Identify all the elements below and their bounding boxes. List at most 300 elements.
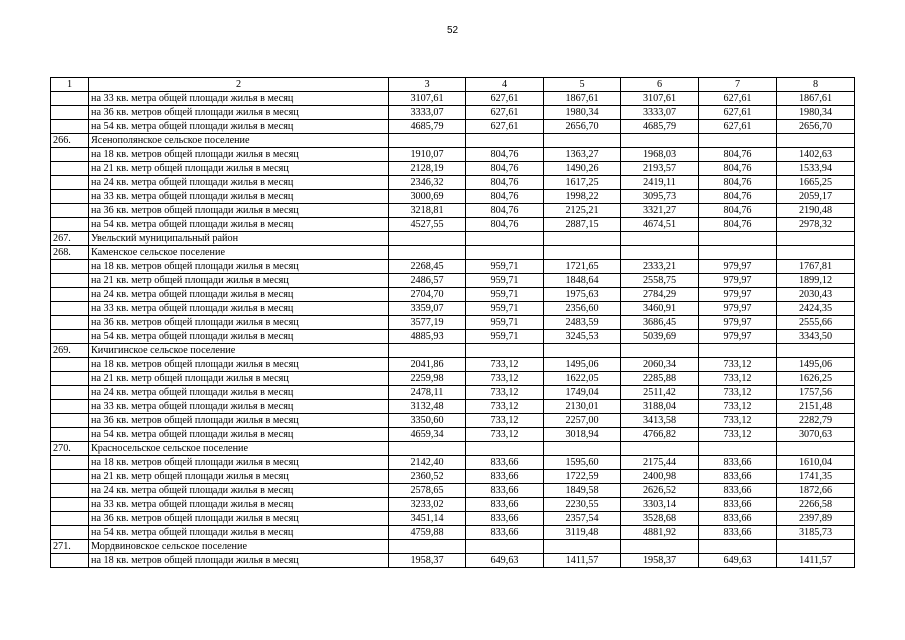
value-cell: 733,12	[466, 372, 544, 386]
value-cell: 2130,01	[544, 400, 621, 414]
row-number-cell: 266.	[51, 134, 89, 148]
value-cell: 804,76	[466, 218, 544, 232]
value-cell: 1968,03	[621, 148, 699, 162]
table-row	[51, 260, 855, 274]
table-row	[51, 540, 855, 554]
value-cell: 2486,57	[389, 274, 466, 288]
table-row	[51, 428, 855, 442]
value-cell: 3413,58	[621, 414, 699, 428]
value-cell: 2175,44	[621, 456, 699, 470]
value-cell: 2259,98	[389, 372, 466, 386]
value-cell	[544, 540, 621, 554]
value-cell	[777, 246, 855, 260]
value-cell: 4759,88	[389, 526, 466, 540]
value-cell: 2346,32	[389, 176, 466, 190]
value-cell: 2360,52	[389, 470, 466, 484]
value-cell	[699, 232, 777, 246]
value-cell: 1741,35	[777, 470, 855, 484]
value-cell: 804,76	[466, 190, 544, 204]
value-cell: 733,12	[466, 414, 544, 428]
value-cell: 2784,29	[621, 288, 699, 302]
value-cell: 2357,54	[544, 512, 621, 526]
value-cell: 627,61	[699, 106, 777, 120]
value-cell: 3107,61	[389, 92, 466, 106]
row-number-cell	[51, 92, 89, 106]
table-row	[51, 302, 855, 316]
row-number-cell	[51, 498, 89, 512]
table-row	[51, 162, 855, 176]
table-row	[51, 498, 855, 512]
value-cell: 3460,91	[621, 302, 699, 316]
value-cell: 627,61	[699, 92, 777, 106]
row-number-cell	[51, 358, 89, 372]
table-row	[51, 526, 855, 540]
value-cell: 1910,07	[389, 148, 466, 162]
value-cell: 1980,34	[777, 106, 855, 120]
row-number-cell	[51, 400, 89, 414]
value-cell	[544, 344, 621, 358]
value-cell: 3107,61	[621, 92, 699, 106]
row-number-cell	[51, 512, 89, 526]
value-cell: 2125,21	[544, 204, 621, 218]
value-cell: 1749,04	[544, 386, 621, 400]
value-cell: 3321,27	[621, 204, 699, 218]
value-cell	[621, 540, 699, 554]
table-row	[51, 358, 855, 372]
value-cell	[621, 134, 699, 148]
row-number-cell	[51, 176, 89, 190]
value-cell: 2424,35	[777, 302, 855, 316]
column-number-row	[51, 78, 855, 92]
table-row	[51, 414, 855, 428]
row-description-cell: на 54 кв. метра общей площади жилья в месяц	[89, 120, 389, 134]
table-row	[51, 190, 855, 204]
settlement-name-cell: Ясенополянское сельское поселение	[89, 134, 389, 148]
row-number-cell	[51, 372, 89, 386]
value-cell: 1402,63	[777, 148, 855, 162]
value-cell: 3245,53	[544, 330, 621, 344]
value-cell: 833,66	[699, 498, 777, 512]
value-cell	[466, 540, 544, 554]
value-cell: 2193,57	[621, 162, 699, 176]
value-cell: 833,66	[466, 456, 544, 470]
value-cell: 804,76	[699, 218, 777, 232]
value-cell: 4659,34	[389, 428, 466, 442]
table-row	[51, 246, 855, 260]
value-cell: 979,97	[699, 260, 777, 274]
value-cell: 833,66	[466, 512, 544, 526]
settlement-name-cell: Красносельское сельское поселение	[89, 442, 389, 456]
row-description-cell: на 33 кв. метра общей площади жилья в месяц	[89, 498, 389, 512]
table-body	[51, 78, 855, 568]
value-cell: 1872,66	[777, 484, 855, 498]
value-cell: 3000,69	[389, 190, 466, 204]
table-row	[51, 218, 855, 232]
value-cell: 1848,64	[544, 274, 621, 288]
value-cell	[699, 246, 777, 260]
table-row	[51, 484, 855, 498]
value-cell: 733,12	[699, 372, 777, 386]
row-number-cell	[51, 526, 89, 540]
table-row	[51, 554, 855, 568]
row-description-cell: на 18 кв. метров общей площади жилья в месяц	[89, 554, 389, 568]
row-description-cell: на 33 кв. метра общей площади жилья в месяц	[89, 302, 389, 316]
row-number-cell	[51, 428, 89, 442]
table-row	[51, 232, 855, 246]
value-cell: 3577,19	[389, 316, 466, 330]
settlement-name-cell: Каменское сельское поселение	[89, 246, 389, 260]
value-cell: 833,66	[466, 526, 544, 540]
value-cell: 833,66	[699, 512, 777, 526]
value-cell	[699, 344, 777, 358]
row-number-cell	[51, 456, 89, 470]
value-cell: 2656,70	[777, 120, 855, 134]
row-number-cell: 269.	[51, 344, 89, 358]
value-cell	[466, 344, 544, 358]
row-description-cell: на 18 кв. метров общей площади жилья в месяц	[89, 260, 389, 274]
value-cell: 3528,68	[621, 512, 699, 526]
value-cell: 733,12	[699, 358, 777, 372]
value-cell: 649,63	[699, 554, 777, 568]
value-cell: 804,76	[466, 148, 544, 162]
value-cell: 1622,05	[544, 372, 621, 386]
value-cell: 2285,88	[621, 372, 699, 386]
table-row	[51, 204, 855, 218]
value-cell: 1411,57	[777, 554, 855, 568]
value-cell: 1533,94	[777, 162, 855, 176]
row-description-cell: на 54 кв. метра общей площади жилья в месяц	[89, 526, 389, 540]
value-cell: 1610,04	[777, 456, 855, 470]
column-number: 5	[544, 78, 621, 92]
settlement-name-cell: Кичигинское сельское поселение	[89, 344, 389, 358]
value-cell: 733,12	[699, 386, 777, 400]
table-row	[51, 400, 855, 414]
column-number: 7	[699, 78, 777, 92]
value-cell: 2128,19	[389, 162, 466, 176]
column-number: 4	[466, 78, 544, 92]
value-cell: 3070,63	[777, 428, 855, 442]
value-cell: 2558,75	[621, 274, 699, 288]
value-cell	[466, 442, 544, 456]
value-cell: 2257,00	[544, 414, 621, 428]
table-row	[51, 372, 855, 386]
row-number-cell	[51, 106, 89, 120]
value-cell: 3185,73	[777, 526, 855, 540]
value-cell: 2419,11	[621, 176, 699, 190]
value-cell: 4674,51	[621, 218, 699, 232]
row-number-cell	[51, 288, 89, 302]
table-row	[51, 386, 855, 400]
value-cell: 733,12	[466, 428, 544, 442]
value-cell: 4885,93	[389, 330, 466, 344]
value-cell: 1958,37	[389, 554, 466, 568]
value-cell: 979,97	[699, 288, 777, 302]
column-number: 8	[777, 78, 855, 92]
value-cell: 2230,55	[544, 498, 621, 512]
row-number-cell	[51, 120, 89, 134]
value-cell	[621, 246, 699, 260]
column-number: 6	[621, 78, 699, 92]
row-number-cell	[51, 162, 89, 176]
row-number-cell	[51, 302, 89, 316]
page-number: 52	[446, 25, 459, 36]
value-cell: 804,76	[699, 204, 777, 218]
value-cell: 3350,60	[389, 414, 466, 428]
value-cell: 3132,48	[389, 400, 466, 414]
value-cell: 2060,34	[621, 358, 699, 372]
row-number-cell	[51, 260, 89, 274]
value-cell: 2656,70	[544, 120, 621, 134]
value-cell: 2266,58	[777, 498, 855, 512]
value-cell: 1722,59	[544, 470, 621, 484]
value-cell: 4527,55	[389, 218, 466, 232]
value-cell	[621, 442, 699, 456]
table-row	[51, 148, 855, 162]
value-cell: 1495,06	[777, 358, 855, 372]
value-cell	[389, 442, 466, 456]
row-description-cell: на 36 кв. метров общей площади жилья в месяц	[89, 414, 389, 428]
row-description-cell: на 21 кв. метр общей площади жилья в месяц	[89, 162, 389, 176]
value-cell: 627,61	[699, 120, 777, 134]
row-number-cell	[51, 316, 89, 330]
value-cell: 1767,81	[777, 260, 855, 274]
value-cell: 2397,89	[777, 512, 855, 526]
value-cell: 733,12	[699, 428, 777, 442]
row-description-cell: на 18 кв. метров общей площади жилья в месяц	[89, 456, 389, 470]
value-cell	[544, 246, 621, 260]
row-description-cell: на 24 кв. метра общей площади жилья в месяц	[89, 386, 389, 400]
value-cell: 1975,63	[544, 288, 621, 302]
row-description-cell: на 54 кв. метра общей площади жилья в месяц	[89, 218, 389, 232]
row-description-cell: на 24 кв. метра общей площади жилья в месяц	[89, 288, 389, 302]
value-cell: 2356,60	[544, 302, 621, 316]
table-row	[51, 288, 855, 302]
row-description-cell: на 36 кв. метров общей площади жилья в месяц	[89, 512, 389, 526]
value-cell: 1595,60	[544, 456, 621, 470]
value-cell: 3095,73	[621, 190, 699, 204]
value-cell: 2400,98	[621, 470, 699, 484]
value-cell: 804,76	[466, 176, 544, 190]
value-cell: 979,97	[699, 330, 777, 344]
value-cell: 979,97	[699, 316, 777, 330]
value-cell: 833,66	[466, 484, 544, 498]
column-number: 1	[51, 78, 89, 92]
value-cell	[544, 232, 621, 246]
value-cell: 833,66	[466, 470, 544, 484]
value-cell	[699, 442, 777, 456]
value-cell: 2190,48	[777, 204, 855, 218]
row-number-cell: 267.	[51, 232, 89, 246]
value-cell: 2511,42	[621, 386, 699, 400]
value-cell: 627,61	[466, 106, 544, 120]
row-description-cell: на 18 кв. метров общей площади жилья в месяц	[89, 358, 389, 372]
row-description-cell: на 36 кв. метров общей площади жилья в месяц	[89, 316, 389, 330]
value-cell	[544, 134, 621, 148]
row-number-cell	[51, 204, 89, 218]
value-cell: 2142,40	[389, 456, 466, 470]
table-row	[51, 512, 855, 526]
value-cell: 2268,45	[389, 260, 466, 274]
value-cell	[777, 232, 855, 246]
value-cell: 1867,61	[544, 92, 621, 106]
value-cell	[621, 344, 699, 358]
value-cell: 3451,14	[389, 512, 466, 526]
value-cell: 733,12	[466, 386, 544, 400]
value-cell: 1757,56	[777, 386, 855, 400]
value-cell: 1899,12	[777, 274, 855, 288]
value-cell: 1980,34	[544, 106, 621, 120]
settlement-name-cell: Мордвиновское сельское поселение	[89, 540, 389, 554]
value-cell: 4881,92	[621, 526, 699, 540]
value-cell	[777, 540, 855, 554]
column-number: 2	[89, 78, 389, 92]
value-cell: 959,71	[466, 288, 544, 302]
value-cell: 4685,79	[621, 120, 699, 134]
value-cell: 959,71	[466, 260, 544, 274]
value-cell: 1665,25	[777, 176, 855, 190]
value-cell	[466, 134, 544, 148]
value-cell	[389, 344, 466, 358]
value-cell: 1363,27	[544, 148, 621, 162]
value-cell: 804,76	[466, 162, 544, 176]
value-cell: 4685,79	[389, 120, 466, 134]
value-cell: 959,71	[466, 274, 544, 288]
value-cell: 1617,25	[544, 176, 621, 190]
value-cell: 2555,66	[777, 316, 855, 330]
value-cell: 733,12	[699, 400, 777, 414]
value-cell: 2151,48	[777, 400, 855, 414]
value-cell	[466, 246, 544, 260]
value-cell: 804,76	[699, 176, 777, 190]
value-cell: 804,76	[699, 162, 777, 176]
value-cell: 979,97	[699, 302, 777, 316]
table-row	[51, 274, 855, 288]
value-cell: 3359,07	[389, 302, 466, 316]
value-cell: 1411,57	[544, 554, 621, 568]
table-row	[51, 344, 855, 358]
row-number-cell	[51, 330, 89, 344]
row-description-cell: на 54 кв. метра общей площади жилья в месяц	[89, 330, 389, 344]
value-cell: 1495,06	[544, 358, 621, 372]
value-cell	[466, 232, 544, 246]
row-number-cell	[51, 274, 89, 288]
value-cell: 3343,50	[777, 330, 855, 344]
value-cell	[777, 344, 855, 358]
value-cell: 833,66	[699, 484, 777, 498]
row-description-cell: на 21 кв. метр общей площади жилья в месяц	[89, 470, 389, 484]
value-cell: 3119,48	[544, 526, 621, 540]
value-cell: 1490,26	[544, 162, 621, 176]
row-description-cell: на 33 кв. метра общей площади жилья в месяц	[89, 92, 389, 106]
row-description-cell: на 24 кв. метра общей площади жилья в месяц	[89, 484, 389, 498]
value-cell: 2030,43	[777, 288, 855, 302]
value-cell: 5039,69	[621, 330, 699, 344]
value-cell: 2282,79	[777, 414, 855, 428]
row-description-cell: на 54 кв. метра общей площади жилья в месяц	[89, 428, 389, 442]
value-cell: 649,63	[466, 554, 544, 568]
value-cell: 627,61	[466, 92, 544, 106]
row-number-cell	[51, 554, 89, 568]
row-description-cell: на 18 кв. метров общей площади жилья в месяц	[89, 148, 389, 162]
row-number-cell	[51, 484, 89, 498]
value-cell: 2626,52	[621, 484, 699, 498]
value-cell: 2978,32	[777, 218, 855, 232]
row-number-cell	[51, 218, 89, 232]
row-description-cell: на 21 кв. метр общей площади жилья в месяц	[89, 274, 389, 288]
tariff-table	[50, 77, 855, 568]
value-cell: 2059,17	[777, 190, 855, 204]
table-row	[51, 92, 855, 106]
settlement-name-cell: Увельский муниципальный район	[89, 232, 389, 246]
row-number-cell: 270.	[51, 442, 89, 456]
row-description-cell: на 36 кв. метров общей площади жилья в месяц	[89, 204, 389, 218]
value-cell: 3188,04	[621, 400, 699, 414]
table-row	[51, 330, 855, 344]
row-description-cell: на 21 кв. метр общей площади жилья в месяц	[89, 372, 389, 386]
value-cell: 3333,07	[389, 106, 466, 120]
value-cell: 1849,58	[544, 484, 621, 498]
value-cell: 2478,11	[389, 386, 466, 400]
table-row	[51, 176, 855, 190]
table-row	[51, 442, 855, 456]
table-row	[51, 456, 855, 470]
table-row	[51, 120, 855, 134]
table-row	[51, 470, 855, 484]
value-cell: 2887,15	[544, 218, 621, 232]
value-cell: 804,76	[466, 204, 544, 218]
value-cell: 2483,59	[544, 316, 621, 330]
value-cell: 959,71	[466, 330, 544, 344]
value-cell	[699, 540, 777, 554]
row-number-cell	[51, 414, 89, 428]
value-cell: 833,66	[466, 498, 544, 512]
table-row	[51, 106, 855, 120]
value-cell: 3018,94	[544, 428, 621, 442]
value-cell: 733,12	[466, 358, 544, 372]
row-description-cell: на 33 кв. метра общей площади жилья в месяц	[89, 190, 389, 204]
value-cell: 1721,65	[544, 260, 621, 274]
value-cell: 833,66	[699, 470, 777, 484]
value-cell: 733,12	[699, 414, 777, 428]
value-cell	[699, 134, 777, 148]
value-cell: 979,97	[699, 274, 777, 288]
value-cell: 959,71	[466, 302, 544, 316]
value-cell: 833,66	[699, 526, 777, 540]
row-description-cell: на 33 кв. метра общей площади жилья в месяц	[89, 400, 389, 414]
value-cell: 3333,07	[621, 106, 699, 120]
value-cell: 833,66	[699, 456, 777, 470]
value-cell: 1626,25	[777, 372, 855, 386]
value-cell	[389, 540, 466, 554]
value-cell	[389, 246, 466, 260]
value-cell: 3233,02	[389, 498, 466, 512]
value-cell	[544, 442, 621, 456]
table-row	[51, 134, 855, 148]
row-number-cell: 268.	[51, 246, 89, 260]
row-number-cell	[51, 148, 89, 162]
value-cell	[389, 232, 466, 246]
value-cell: 1867,61	[777, 92, 855, 106]
value-cell: 2578,65	[389, 484, 466, 498]
row-number-cell: 271.	[51, 540, 89, 554]
column-number: 3	[389, 78, 466, 92]
value-cell: 3303,14	[621, 498, 699, 512]
value-cell: 3218,81	[389, 204, 466, 218]
table-row	[51, 316, 855, 330]
value-cell: 733,12	[466, 400, 544, 414]
value-cell: 3686,45	[621, 316, 699, 330]
value-cell: 4766,82	[621, 428, 699, 442]
